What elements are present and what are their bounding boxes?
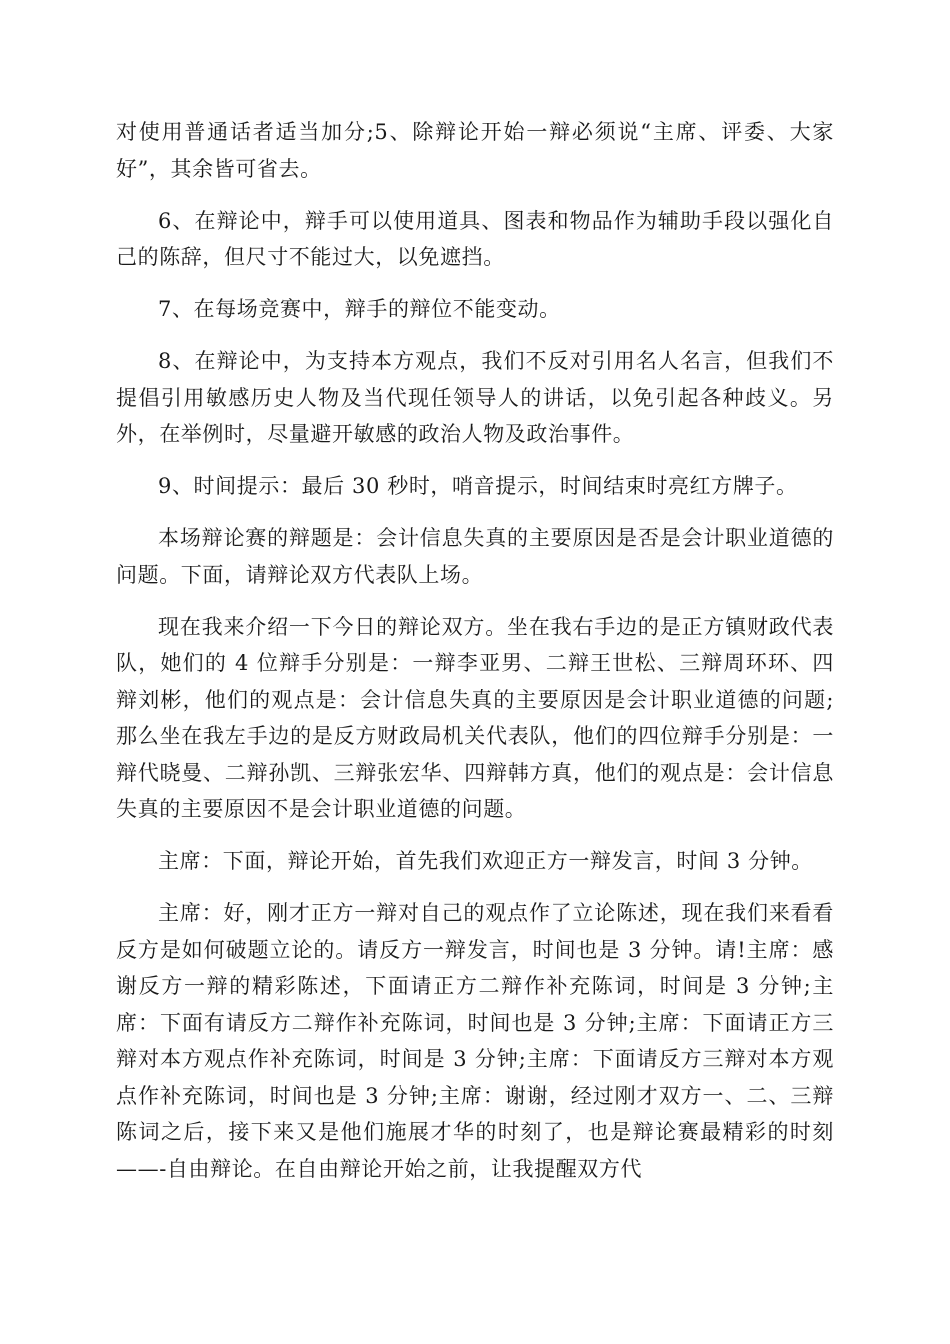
document-body xyxy=(116,114,834,1203)
paragraph-rule-9-timing: 9、时间提示：最后 30 秒时，哨音提示，时间结束时亮红方牌子。 xyxy=(158,474,798,498)
paragraph-chair-opening: 主席：下面，辩论开始，首先我们欢迎正方一辩发言，时间 3 分钟。 xyxy=(158,849,813,873)
paragraph-scoring-rules: 对使用普通话者适当加分;5、除辩论开始一辩必须说“主席、评委、大家好”，其余皆可省去。 xyxy=(116,120,834,181)
paragraph-rule-6-props: 6、在辩论中，辩手可以使用道具、图表和物品作为辅助手段以强化自己的陈辞，但尺寸不能过大，以免遮挡。 xyxy=(116,208,834,269)
paragraph-team-introduction: 现在我来介绍一下今日的辩论双方。坐在我右手边的是正方镇财政代表队，她们的 4 位辩手分别是：一辩李亚男、二辩王世松、三辩周环环、四辩刘彬，他们的观点是：会计信息失真的主要原因是会计职业道德的问题;那么坐在我左手边的是反方财政局机关代表队，他们的四位辩手分别是：一辩代晓曼、二辩孙凯、三辩张宏华、四辩韩方真，他们的观点是：会计信息失真的主要原因不是会计职业道德的问题。 xyxy=(116,614,834,821)
paragraph-rule-7-positions: 7、在每场竞赛中，辩手的辩位不能变动。 xyxy=(158,297,561,321)
paragraph-chair-proceedings: 主席：好，刚才正方一辩对自己的观点作了立论陈述，现在我们来看看反方是如何破题立论的。请反方一辩发言，时间也是 3 分钟。请!主席：感谢反方一辩的精彩陈述，下面请正方二辩作补充陈词，时间是 3 分钟;主席：下面有请反方二辩作补充陈词，时间也是 3 分钟;主席：下面请正方三辩对本方观点作补充陈词，时间是 3 分钟;主席：下面请反方三辩对本方观点作补充陈词，时间也是 3 分钟;主席：谢谢，经过刚才双方一、二、三辩陈词之后，接下来又是他们施展才华的时刻了，也是辩论赛最精彩的时刻——-自由辩论。在自由辩论开始之前，让我提醒双方代 xyxy=(116,901,834,1181)
paragraph-rule-8-quotes: 8、在辩论中，为支持本方观点，我们不反对引用名人名言，但我们不提倡引用敏感历史人物及当代现任领导人的讲话，以免引起各种歧义。另外，在举例时，尽量避开敏感的政治人物及政治事件。 xyxy=(116,349,834,446)
paragraph-debate-topic: 本场辩论赛的辩题是：会计信息失真的主要原因是否是会计职业道德的问题。下面，请辩论双方代表队上场。 xyxy=(116,526,834,587)
